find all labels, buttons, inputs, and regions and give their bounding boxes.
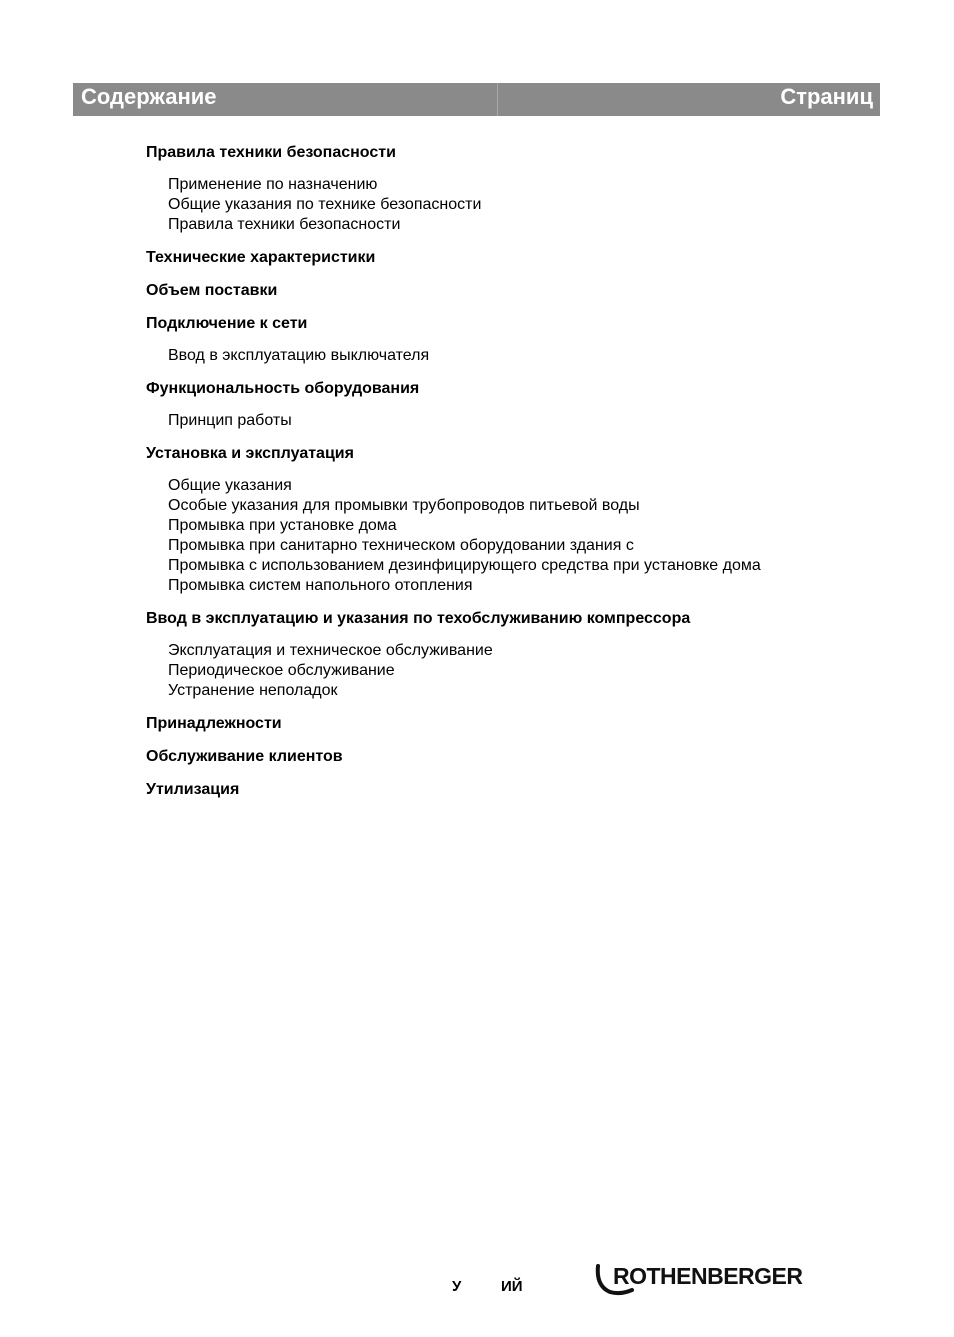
toc-heading: Принадлежности	[146, 715, 282, 732]
toc-subitem: Принцип работы	[168, 412, 292, 429]
rothenberger-logo	[594, 1262, 826, 1296]
toc-section	[146, 281, 866, 301]
toc-section	[146, 143, 866, 235]
toc-heading: Правила техники безопасности	[146, 144, 396, 161]
toc-heading: Установка и эксплуатация	[146, 445, 354, 462]
toc-subitem: Ввод в эксплуатацию выключателя	[168, 347, 430, 364]
toc-heading: Ввод в эксплуатацию и указания по техобслуживанию компрессора	[146, 610, 691, 627]
toc-subitem: Устранение неполадок	[168, 682, 338, 699]
toc-section	[146, 314, 866, 366]
toc-subitems	[168, 175, 866, 235]
toc-subitem: Промывка при установке дома	[168, 517, 397, 534]
toc-subitem: Применение по назначению	[168, 176, 378, 193]
toc-subitem: Промывка систем напольного отопления	[168, 577, 473, 594]
toc-subitem: Периодическое обслуживание	[168, 662, 395, 679]
table-of-contents	[146, 143, 866, 813]
toc-section	[146, 714, 866, 734]
toc-heading: Технические характеристики	[146, 249, 376, 266]
toc-subitem: Общие указания по технике безопасности	[168, 196, 482, 213]
toc-subitem: Правила техники безопасности	[168, 216, 401, 233]
footer-text-fragment-2: ИЙ	[501, 1278, 523, 1295]
toc-heading: Подключение к сети	[146, 315, 308, 332]
toc-subitem: Промывка при санитарно техническом оборудовании здания с	[168, 537, 634, 554]
toc-section	[146, 248, 866, 268]
toc-subitem: Общие указания	[168, 477, 292, 494]
toc-subitems	[168, 476, 866, 596]
toc-section	[146, 379, 866, 431]
toc-section	[146, 609, 866, 701]
toc-subitem: Промывка с использованием дезинфицирующего средства при установке дома	[168, 557, 761, 574]
pages-title: Страниц	[780, 84, 873, 109]
toc-section	[146, 780, 866, 800]
toc-section	[146, 444, 866, 596]
toc-subitems	[168, 346, 866, 366]
footer-text-fragment-1: У	[452, 1278, 462, 1295]
toc-section	[146, 747, 866, 767]
toc-subitems	[168, 641, 866, 701]
toc-heading: Утилизация	[146, 781, 240, 798]
logo-text: ROTHENBERGER	[613, 1263, 803, 1289]
toc-subitem: Эксплуатация и техническое обслуживание	[168, 642, 493, 659]
toc-subitem: Особые указания для промывки трубопроводов питьевой воды	[168, 497, 640, 514]
contents-title: Содержание	[81, 84, 217, 109]
header-divider	[497, 83, 498, 116]
toc-heading: Объем поставки	[146, 282, 278, 299]
toc-heading: Обслуживание клиентов	[146, 748, 343, 765]
toc-heading: Функциональность оборудования	[146, 380, 420, 397]
toc-subitems	[168, 411, 866, 431]
